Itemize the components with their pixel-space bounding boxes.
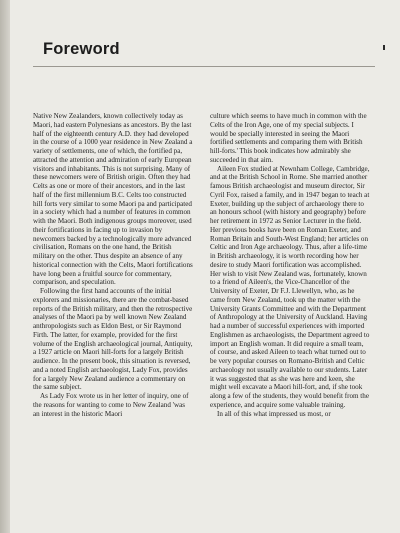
left-paragraph-2: Following the first hand accounts of the initial explorers and missionaries, there are the combat-based reports of the British military, and then the retrospective analyses of the Maori pa by well known New Zealand anthropologists such as Eldon Best, or Sir Raymond Firth. The latter, for example, provided for the first volume of the English archaeological journal, Antiquity, a 1927 article on Maori hill-forts for a largely British audience. In the present book, this situation is reversed, and a noted English archaeologist, Lady Fox, provides for a largely New Zealand audience a commentary on the same subject. bbox=[33, 287, 193, 392]
heading-rule bbox=[33, 66, 375, 67]
left-paragraph-1: Native New Zealanders, known collectively today as Maori, had eastern Polynesians as ancestors. By the last half of the eighteenth century A.D. they had developed in the course of a 1000 year residence in New Zealand a variety of settlements, one of which, the fortified pa, attracted the attention and admiration of early European visitors and inhabitants. This is not surprising. Many of these newcomers were of British origin. Often they had Celts as one or more of their ancestors, and in the last half of the first millennium B.C. Celts too constructed hill forts very similar to some Maori pa and participated in a society which had a number of features in common with the Maori. Both indigenous groups moreover, used their fortifications in facing up to invasion by newcomers backed by a technologically more advanced civilisation, Romans on the one hand, the British military on the other. Thus despite an absence of any historical connection with the Celts, Maori fortifications have long been a fruitful source for commentary, comparison, and speculation. bbox=[33, 112, 193, 287]
right-column bbox=[210, 112, 370, 418]
left-column bbox=[33, 112, 193, 418]
right-paragraph-2: Aileen Fox studied at Newnham College, Cambridge, and at the British School in Rome. She married another famous British archaeologist and museum director, Sir Cyril Fox, raised a family, and in 1947 began to teach at Exeter, building up the subject of archaeology there to an honours school (with history and geography) before her retirement in 1972 as Senior Lecturer in the field. Her previous books have been on Roman Exeter, and Roman Britain and South-West England; her articles on Celtic and Iron Age archaeology. Thus, after a life-time in British archaeology, it is worth recording how her desire to study Maori fortification was accomplished. Her wish to visit New Zealand was, fortunately, known to a friend of Aileen's, the Vice-Chancellor of the University of Exeter, Dr F.J. Llewellyn, who, as he came from New Zealand, took up the matter with the University Grants Committee and with the Department of Anthropology at the University of Auckland. Having had a number of successful experiences with imported Englishmen as archaeologists, the Department agreed to import an English woman. It did require a small team, of course, and asked Aileen to teach what turned out to be very popular courses on Romano-British and Celtic archaeology not usually available to our students. Later it was suggested that as she was here and keen, she might well excavate a Maori hill-fort, and, if she took along a few of the students, they would benefit from the experience, and acquire some valuable training. bbox=[210, 164, 370, 409]
left-paragraph-3: As Lady Fox wrote us in her letter of inquiry, one of the reasons for wanting to come to New Zealand 'was an interest in the historic Maori bbox=[33, 392, 189, 418]
book-page bbox=[10, 0, 400, 533]
right-paragraph-3: In all of this what impressed us most, or bbox=[217, 409, 331, 418]
page-heading: Foreword bbox=[43, 40, 120, 58]
right-paragraph-1: culture which seems to have much in common with the Celts of the Iron Age, one of my special subjects. I would be specially interested in seeing the Maori fortified settlements and comparing them with British hill-forts.' This book indicates how admirably she succeeded in that aim. bbox=[210, 112, 367, 164]
page-marker bbox=[383, 45, 385, 50]
